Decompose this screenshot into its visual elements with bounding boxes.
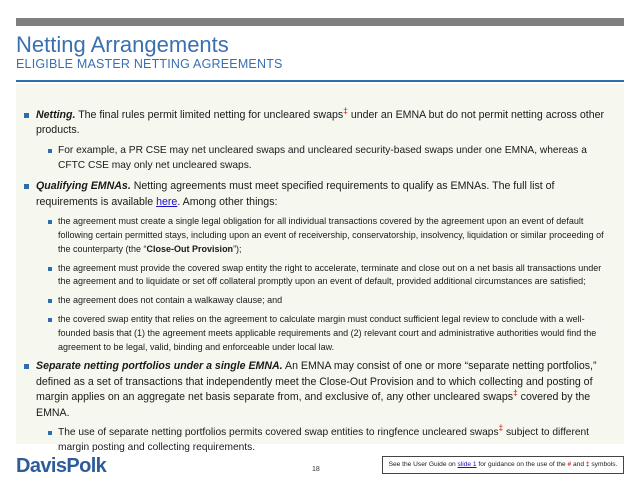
requirement-item: the agreement does not contain a walkaway clause; and [24, 294, 616, 308]
page-number: 18 [312, 466, 320, 473]
sub-bullet-text: subject to different margin posting and collecting requirements. [58, 427, 590, 453]
bullet-separate [24, 359, 616, 421]
requirement-text: the agreement must create a single legal obligation for all individual transactions covered by the agreement upon an event of default following certain permitted stays, including upon an event of receivership, conservatorship, insolvency, liquidation or similar proceeding of the counterparty (the “ [58, 216, 604, 254]
title-rule [16, 80, 624, 82]
requirement-item: the agreement must provide the covered swap entity the right to accelerate, terminate and close out on a net basis all transactions under the agreement and to liquidate or set off collateral promptly upon an event of default, provided additional circumstances are satisfied; [24, 262, 616, 290]
hash-symbol: # [567, 461, 572, 468]
user-guide-note [382, 456, 624, 474]
requirement-item [24, 215, 616, 256]
dagger-symbol: ‡ [498, 423, 504, 433]
bullet-lead: Separate netting portfolios under a single EMNA. [36, 360, 283, 373]
defined-term: Close-Out Provision [146, 243, 234, 254]
top-bar [16, 18, 624, 26]
content-panel [16, 84, 624, 453]
guide-text: See the User Guide on [388, 461, 458, 468]
requirement-text: ”); [233, 243, 242, 254]
dagger-symbol: ‡ [585, 461, 590, 468]
page-subtitle: ELIGIBLE MASTER NETTING AGREEMENTS [16, 57, 283, 71]
sub-bullet-text: The use of separate netting portfolios permits covered swap entities to ringfence uncleared swaps [58, 427, 499, 439]
sub-bullet-netting-example: For example, a PR CSE may net uncleared swaps and uncleared security-based swaps under one EMNA, whereas a CFTC CSE may only net uncleared swaps. [24, 144, 616, 174]
guide-text: and [571, 461, 586, 468]
guide-text: for guidance on the use of the [476, 461, 568, 468]
bullet-lead: Qualifying EMNAs. [36, 180, 131, 193]
bullet-text: Netting agreements must meet specified requirements to qualify as EMNAs. The full list of requirements is available [36, 180, 555, 208]
guide-text: symbols. [589, 461, 618, 468]
dagger-symbol: ‡ [513, 387, 518, 398]
page-title: Netting Arrangements [16, 32, 229, 57]
bullet-text: under an EMNA but do not permit netting across other products. [36, 109, 605, 137]
requirement-item: the covered swap entity that relies on the agreement to calculate margin must conduct sufficient legal review to conclude with a well-founded basis that (1) the agreement meets applicable requirements and (2) relevant court and administrative authorities would find the agreement to be legal, valid, binding and enforceable under local law. [24, 313, 616, 354]
bullet-lead: Netting. [36, 109, 76, 121]
davis-polk-logo: DavisPolk [16, 455, 107, 477]
bullet-netting [24, 105, 616, 139]
bullet-text: . Among other things: [177, 195, 278, 208]
dagger-symbol: ‡ [343, 105, 348, 116]
bullet-qualifying [24, 179, 616, 210]
bullet-text: covered by the EMNA. [36, 391, 591, 419]
here-link[interactable]: here [156, 195, 178, 208]
slide-1-link[interactable]: slide 1 [457, 461, 477, 468]
bullet-text: The final rules permit limited netting for uncleared swaps [75, 109, 344, 121]
sub-bullet-separate [24, 423, 616, 456]
bullet-text: An EMNA may consist of one or more “separate netting portfolios,” defined as a set of transactions that independently meet the Close-Out Provision and to which collecting and posting of margin applies on an aggregate net basis separate from, and exclusive of, any other uncleared swaps [36, 360, 597, 404]
